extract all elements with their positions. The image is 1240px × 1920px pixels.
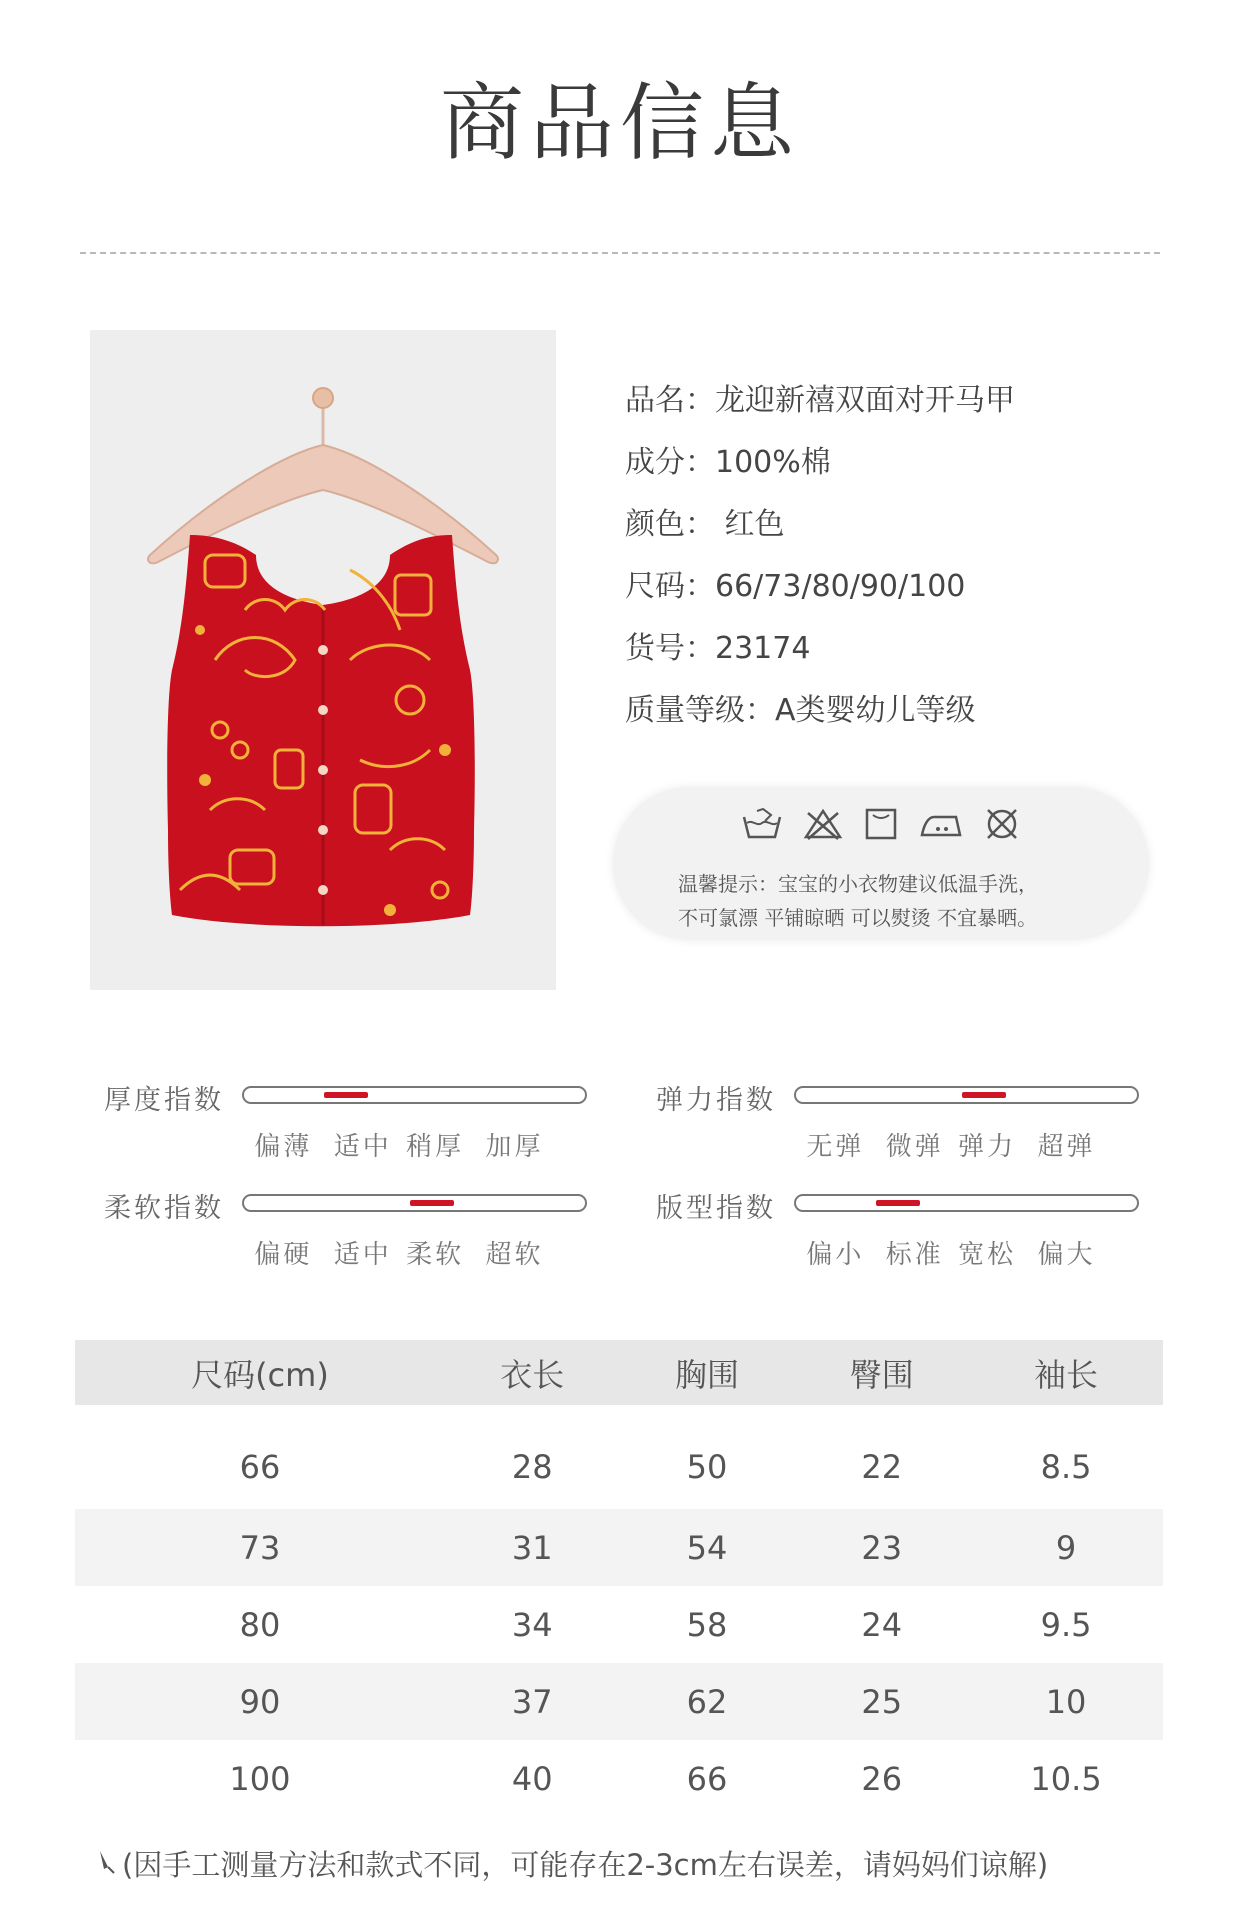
table-header: 袖长 <box>969 1340 1163 1405</box>
meter-option: 柔软 <box>406 1240 465 1270</box>
composition-row: 成分：100%棉 <box>625 445 831 480</box>
table-cell: 37 <box>445 1663 620 1740</box>
meter-ticks <box>242 1234 587 1268</box>
table-cell: 34 <box>511 1605 553 1644</box>
table-cell: 9 <box>969 1509 1163 1586</box>
meter-option: 超软 <box>485 1240 544 1270</box>
measurement-note <box>96 1843 1048 1884</box>
care-icons <box>613 807 1149 845</box>
iron-icon <box>918 807 964 845</box>
table-row <box>75 1663 1163 1740</box>
meter-fill <box>962 1092 1006 1098</box>
no-bleach-icon <box>802 807 844 845</box>
table-row <box>75 1405 1163 1509</box>
product-photo <box>90 330 556 990</box>
meter-ticks <box>794 1126 1139 1160</box>
table-cell: 73 <box>75 1509 445 1586</box>
table-cell: 28 <box>511 1447 553 1486</box>
sku-row: 货号：23174 <box>625 631 811 666</box>
table-cell: 23 <box>794 1509 969 1586</box>
table-cell: 54 <box>620 1509 795 1586</box>
tumble-dry-icon <box>863 807 899 845</box>
measurement-note-text: (因手工测量方法和款式不同，可能存在2-3cm左右误差，请妈妈们谅解) <box>122 1848 1049 1882</box>
hand-wash-icon <box>741 807 783 845</box>
meter-option: 宽松 <box>958 1240 1017 1270</box>
meter-option: 偏薄 <box>254 1132 313 1162</box>
quality-grade-row: 质量等级：A类婴幼儿等级 <box>625 693 976 728</box>
table-row <box>75 1509 1163 1586</box>
table-cell: 26 <box>861 1759 903 1798</box>
meter-option: 适中 <box>333 1240 392 1270</box>
table-header: 尺码(cm) <box>75 1340 445 1405</box>
table-header: 臀围 <box>794 1340 969 1405</box>
meter-option: 无弹 <box>806 1132 865 1162</box>
product-name-row: 品名：龙迎新禧双面对开马甲 <box>625 383 1015 418</box>
meter-option: 偏硬 <box>254 1240 313 1270</box>
meter-bar <box>794 1194 1139 1212</box>
size-row: 尺码：66/73/80/90/100 <box>625 569 966 604</box>
meter-label: 弹力指数 <box>656 1085 776 1116</box>
meter-bar <box>794 1086 1139 1104</box>
meter-option: 弹力 <box>958 1132 1017 1162</box>
table-header: 胸围 <box>620 1340 795 1405</box>
table-cell: 25 <box>794 1663 969 1740</box>
table-cell: 100 <box>229 1759 291 1798</box>
meter-option: 适中 <box>333 1132 392 1162</box>
meter-label: 柔软指数 <box>104 1193 224 1224</box>
care-tip-line-2: 不可氯漂 平铺晾晒 可以熨烫 不宜暴晒。 <box>678 906 1038 930</box>
meter-option: 标准 <box>885 1240 944 1270</box>
dashed-divider <box>80 252 1160 254</box>
table-cell: 80 <box>239 1605 281 1644</box>
table-cell: 58 <box>686 1605 728 1644</box>
meter-fill <box>324 1092 368 1098</box>
care-panel <box>613 787 1149 940</box>
color-row: 颜色： 红色 <box>625 507 785 542</box>
table-cell: 66 <box>239 1447 281 1486</box>
meter-option: 超弹 <box>1037 1132 1096 1162</box>
vest-illustration <box>90 330 556 990</box>
table-cell: 10.5 <box>1030 1759 1102 1798</box>
table-row <box>75 1740 1163 1817</box>
table-cell: 9.5 <box>1040 1605 1092 1644</box>
meter-label: 版型指数 <box>656 1193 776 1224</box>
pen-icon <box>96 1848 118 1882</box>
meter-option: 偏大 <box>1037 1240 1096 1270</box>
care-tip <box>678 867 1038 935</box>
table-header: 衣长 <box>445 1340 620 1405</box>
no-dry-clean-icon <box>983 807 1021 845</box>
table-cell: 50 <box>686 1447 728 1486</box>
table-cell: 22 <box>861 1447 903 1486</box>
meter-ticks <box>242 1126 587 1160</box>
meter-fill <box>876 1200 920 1206</box>
meter-option: 稍厚 <box>406 1132 465 1162</box>
meter-option: 微弹 <box>885 1132 944 1162</box>
meter-bar <box>242 1086 587 1104</box>
meter-option: 偏小 <box>806 1240 865 1270</box>
table-cell: 62 <box>620 1663 795 1740</box>
page-title: 商品信息 <box>439 74 800 172</box>
table-cell: 31 <box>445 1509 620 1586</box>
table-cell: 66 <box>686 1759 728 1798</box>
table-header-row <box>75 1340 1163 1405</box>
product-info <box>625 378 1015 750</box>
table-cell: 40 <box>511 1759 553 1798</box>
table-cell: 10 <box>969 1663 1163 1740</box>
meter-bar <box>242 1194 587 1212</box>
meter-option: 加厚 <box>485 1132 544 1162</box>
meter-label: 厚度指数 <box>104 1085 224 1116</box>
table-row <box>75 1586 1163 1663</box>
meter-ticks <box>794 1234 1139 1268</box>
table-cell: 24 <box>861 1605 903 1644</box>
size-table <box>75 1340 1163 1817</box>
meter-fill <box>410 1200 454 1206</box>
table-cell: 8.5 <box>1040 1447 1092 1486</box>
care-tip-line-1: 温馨提示：宝宝的小衣物建议低温手洗， <box>678 872 1038 896</box>
table-cell: 90 <box>75 1663 445 1740</box>
